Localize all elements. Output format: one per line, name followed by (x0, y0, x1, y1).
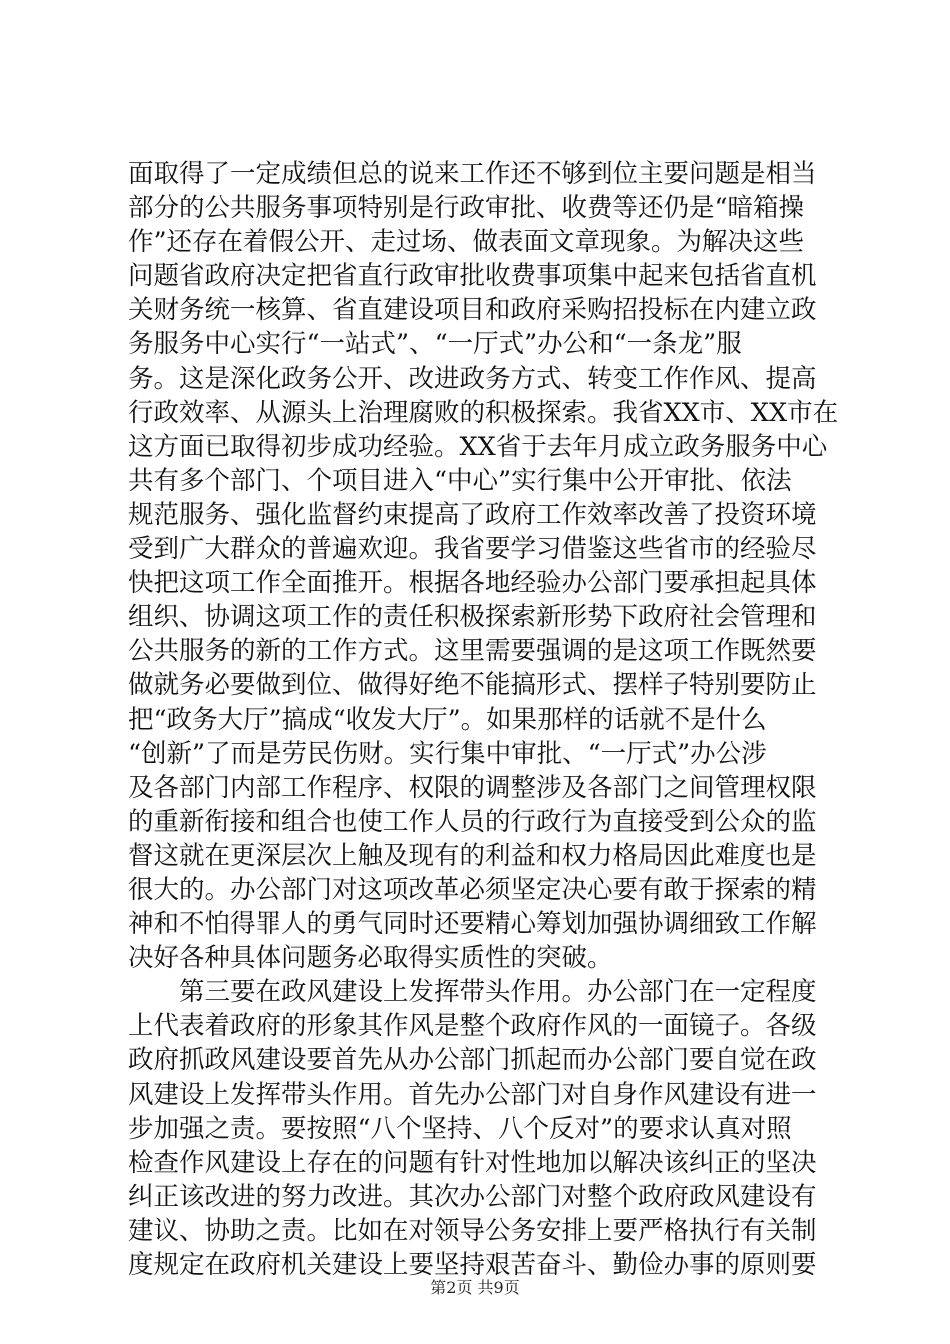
text-line: 务。这是深化政务公开、改进政务方式、转变工作作风、提高 (128, 363, 817, 394)
text-line: 作”还存在着假公开、走过场、做表面文章现象。为解决这些 (128, 227, 805, 258)
text-line: 关财务统一核算、省直建设项目和政府采购招投标在内建立政 (128, 295, 817, 326)
text-line: 检查作风建设上存在的问题有针对性地加以解决该纠正的坚决 (128, 1147, 817, 1178)
page-footer: 第2页 共9页 (430, 1278, 520, 1297)
text-line: 公共服务的新的工作方式。这里需要强调的是这项工作既然要 (128, 636, 817, 667)
text-line: 神和不怕得罪人的勇气同时还要精心筹划加强协调细致工作解 (128, 909, 817, 940)
text-line: 度规定在政府机关建设上要坚持艰苦奋斗、勤俭办事的原则要 (128, 1250, 817, 1280)
text-line: 风建设上发挥带头作用。首先办公部门对自身作风建设有进一 (128, 1079, 817, 1110)
text-line: 很大的。办公部门对这项改革必须坚定决心要有敢于探索的精 (128, 874, 817, 905)
text-line: 快把这项工作全面推开。根据各地经验办公部门要承担起具体 (128, 568, 817, 599)
text-line: 务服务中心实行“一站式”、“一厅式”办公和“一条龙”服 (128, 329, 742, 360)
body-text (128, 157, 840, 1282)
text-line: 督这就在更深层次上触及现有的利益和权力格局因此难度也是 (128, 840, 817, 871)
text-line: 面取得了一定成绩但总的说来工作还不够到位主要问题是相当 (128, 159, 817, 189)
text-line: 做就务必要做到位、做得好绝不能搞形式、摆样子特别要防止 (128, 670, 817, 701)
text-line: 受到广大群众的普遍欢迎。我省要学习借鉴这些省市的经验尽 (128, 534, 817, 565)
text-line: 共有多个部门、个项目进入“中心”实行集中公开审批、依法 (128, 465, 792, 496)
text-line: 部分的公共服务事项特别是行政审批、收费等还仍是“暗箱操 (128, 193, 805, 224)
text-line: 这方面已取得初步成功经验。XX省于去年月成立政务服务中心 (128, 431, 828, 462)
text-line: 把“政务大厅”搞成“收发大厅”。如果那样的话就不是什么 (128, 704, 767, 735)
text-line: 建议、协助之责。比如在对领导公务安排上要严格执行有关制 (128, 1215, 817, 1246)
text-line: 步加强之责。要按照“八个坚持、八个反对”的要求认真对照 (128, 1113, 792, 1144)
text-line: “创新”了而是劳民伤财。实行集中审批、“一厅式”办公涉 (128, 738, 767, 769)
text-line: 纠正该改进的努力改进。其次办公部门对整个政府政风建设有 (128, 1181, 817, 1212)
text-line: 规范服务、强化监督约束提高了政府工作效率改善了投资环境 (128, 499, 817, 530)
text-line: 及各部门内部工作程序、权限的调整涉及各部门之间管理权限 (128, 772, 817, 803)
text-line: 决好各种具体问题务必取得实质性的突破。 (128, 943, 613, 974)
text-line: 第三要在政风建设上发挥带头作用。办公部门在一定程度 (128, 977, 817, 1008)
text-line: 上代表着政府的形象其作风是整个政府作风的一面镜子。各级 (128, 1011, 817, 1042)
text-line: 政府抓政风建设要首先从办公部门抓起而办公部门要自觉在政 (128, 1045, 817, 1076)
text-line: 行政效率、从源头上治理腐败的积极探索。我省XX市、XX市在 (128, 397, 839, 428)
text-line: 的重新衔接和组合也使工作人员的行政行为直接受到公众的监 (128, 806, 817, 837)
text-line: 问题省政府决定把省直行政审批收费事项集中起来包括省直机 (128, 261, 817, 292)
text-line: 组织、协调这项工作的责任积极探索新形势下政府社会管理和 (128, 602, 817, 633)
